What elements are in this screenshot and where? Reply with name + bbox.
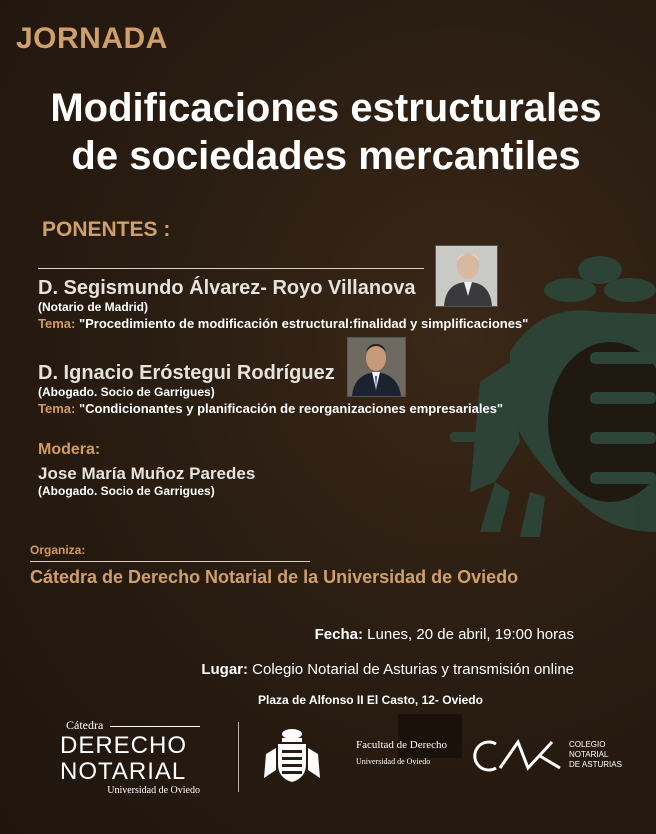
topic-label: Tema:	[38, 316, 76, 331]
organizer-label: Organiza:	[30, 543, 86, 557]
place-value: Colegio Notarial de Asturias y transmisión online	[252, 661, 574, 678]
speaker-1-photo	[435, 245, 498, 307]
place-label: Lugar:	[201, 661, 248, 678]
colegio-line-2: NOTARIAL	[569, 750, 609, 759]
catedra-line-1: DERECHO	[60, 732, 188, 759]
organizer-name: Cátedra de Derecho Notarial de la Universidad de Oviedo	[30, 567, 519, 587]
colegio-line-1: COLEGIO	[569, 740, 606, 749]
event-type-label: JORNADA	[16, 22, 168, 55]
topic-label: Tema:	[38, 401, 76, 416]
moderator-name: Jose María Muñoz Paredes	[38, 464, 256, 483]
organizer-divider	[30, 561, 310, 562]
page-title	[16, 84, 636, 180]
date-value: Lunes, 20 de abril, 19:00 horas	[367, 626, 574, 643]
catedra-line-2: NOTARIAL	[60, 758, 187, 785]
colegio-line-3: DE ASTURIAS	[569, 760, 622, 769]
speaker-2-affiliation: (Abogado. Socio de Garrigues)	[38, 385, 215, 399]
speaker-1-divider	[38, 268, 424, 269]
speaker-1-topic	[38, 316, 528, 331]
event-place	[201, 661, 574, 678]
speaker-2-photo	[347, 337, 406, 397]
speakers-heading: PONENTES :	[42, 218, 171, 241]
event-date	[315, 626, 574, 643]
facultad-line-2: Universidad de Oviedo	[356, 757, 431, 766]
moderator-affiliation: (Abogado. Socio de Garrigues)	[38, 484, 215, 498]
event-address: Plaza de Alfonso II El Casto, 12- Oviedo	[258, 693, 483, 707]
topic-text: "Procedimiento de modificación estructural:finalidad y simplificaciones"	[78, 316, 529, 331]
person-photo-icon	[436, 246, 497, 306]
topic-text: "Condicionantes y planificación de reorganizaciones empresariales"	[78, 401, 504, 416]
speaker-1-name: D. Segismundo Álvarez- Royo Villanova	[38, 277, 416, 299]
facultad-logo	[356, 739, 447, 766]
person-photo-icon	[348, 338, 405, 396]
catedra-top-rule	[110, 726, 200, 727]
logos-divider	[238, 722, 239, 792]
title-line-2: de sociedades mercantiles	[71, 134, 581, 178]
facultad-line-1: Facultad de Derecho	[356, 739, 448, 751]
speaker-2-topic	[38, 401, 503, 416]
date-label: Fecha:	[314, 626, 363, 643]
university-crest-icon	[260, 724, 324, 788]
catedra-small-text: Cátedra	[66, 718, 104, 732]
speaker-2-name: D. Ignacio Eróstegui Rodríguez	[38, 362, 335, 384]
moderator-label: Modera:	[38, 441, 101, 458]
catedra-logo	[60, 718, 210, 796]
cna-monogram-icon	[470, 738, 562, 774]
speaker-1-affiliation: (Notario de Madrid)	[38, 300, 148, 314]
catedra-sub-text: Universidad de Oviedo	[107, 785, 200, 796]
title-line-1: Modificaciones estructurales	[50, 86, 602, 130]
